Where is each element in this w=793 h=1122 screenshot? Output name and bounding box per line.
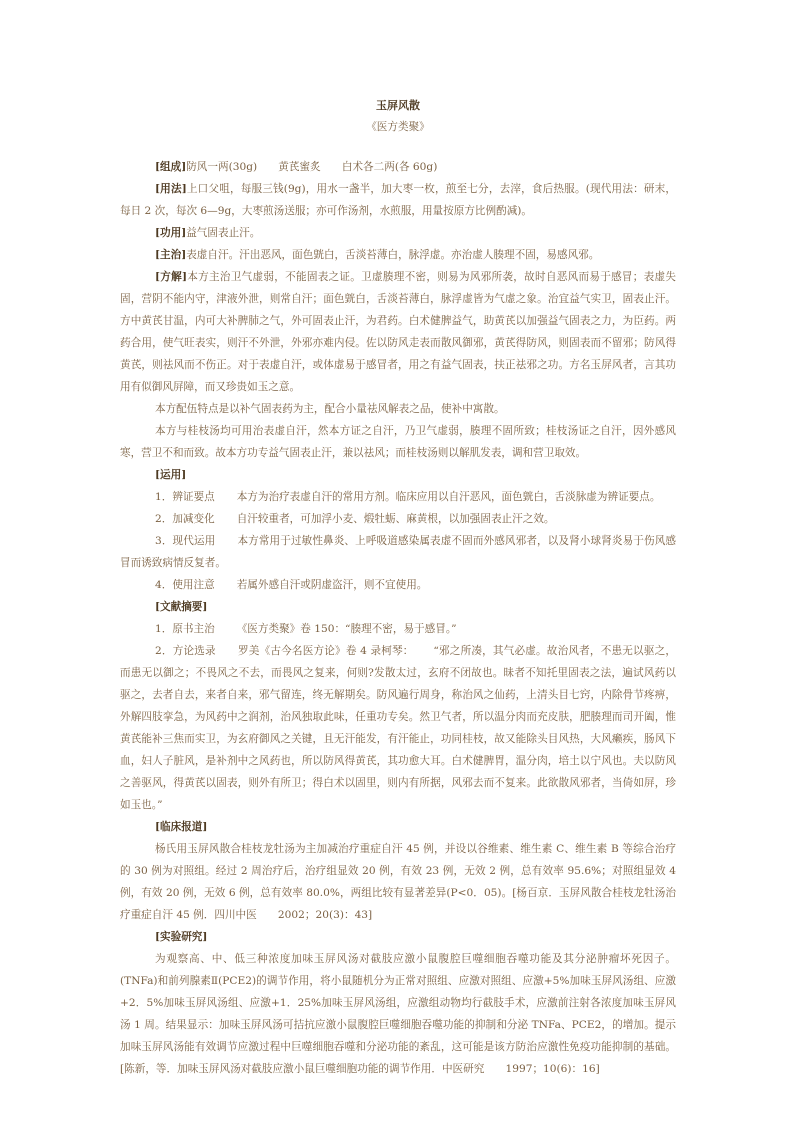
section-heading: [运用] <box>155 469 187 481</box>
list-item-label: 1．辨证要点 <box>155 491 215 503</box>
paragraph-text: 《医方类聚》卷 150：“腠理不密，易于感冒。” <box>236 623 457 635</box>
paragraph-text: 益气固表止汗。 <box>186 227 261 239</box>
section-heading: [组成] <box>155 161 187 173</box>
list-item <box>120 618 676 640</box>
section-heading: [主治] <box>155 249 187 261</box>
paragraph-text: 自汗较重者，可加浮小麦、煅牡蛎、麻黄根，以加强固表止汗之效。 <box>236 513 555 525</box>
section-paragraph <box>120 926 676 948</box>
list-item <box>120 574 676 596</box>
paragraph-text: 杨氏用玉屏风散合桂枝龙牡汤为主加减治疗重症自汗 45 例，并设以谷维素、维生素 C、维生素 B 等综合治疗的 30 例为对照组。经过 2 周治疗后，治疗组显效 20 例，有效 23 例，无效 2 例，总有效率 95.6%；对照组显效 4 例，有效 20 例，无效 6 例，总有效率 80.0%，两组比较有显著差异(P<0．05)。[杨百京．玉屏风散合桂枝龙牡汤治疗重症自汗 45 例．四川中医 2002；20(3)：43] <box>120 843 676 921</box>
body-paragraph <box>120 948 676 1080</box>
section-heading: [临床报道] <box>155 821 208 833</box>
body-paragraph <box>120 420 676 464</box>
section-heading: [文献摘要] <box>155 601 208 613</box>
section-paragraph <box>120 596 676 618</box>
list-item-label: 2．方论选录 <box>155 645 216 657</box>
paragraph-text: 表虚自汗。汗出恶风，面色皝白，舌淡苔薄白，脉浮虚。亦治虚人腠理不固，易感风邪。 <box>186 249 600 261</box>
document <box>120 96 676 1080</box>
list-item-label: 2．加减变化 <box>155 513 215 525</box>
body-paragraph <box>120 838 676 926</box>
paragraph-text: 上口父咀，每服三钱(9g)，用水一盏半，加大枣一枚，煎至七分，去滓，食后热服。(现代用法：研末，每日 2 次，每次 6—9g，大枣煎汤送服；亦可作汤剂，水煎服，用量按原方比例酌减)。 <box>120 183 676 217</box>
section-heading: [方解] <box>155 271 188 283</box>
list-item <box>120 508 676 530</box>
list-item <box>120 640 676 816</box>
section-heading: [实验研究] <box>155 931 208 943</box>
section-paragraph <box>120 266 676 398</box>
paragraph-text: 罗美《古今名医方论》卷 4 录柯琴： “邪之所凑，其气必虚。故治风者，不患无以驱之，而患无以御之；不畏风之不去，而畏风之复来，何则?发散太过，玄府不闭故也。昧者不知托里固表之法，遍试风药以驱之，去者自去，来者自来，邪气留连，终无解期矣。防风遍行周身，称治风之仙药，上清头目七窍，内除骨节疼痹，外解四肢挛急，为风药中之润剂，治风独取此味，任重功专矣。然卫气者，所以温分肉而充皮肤，肥腠理而司开阖，惟黄芪能补三焦而实卫，为玄府御风之关键，且无汗能发，有汗能止，功同桂枝，故又能除头目风热，大风癞疾，肠风下血，妇人子脏风，是补剂中之风药也，所以防风得黄芪，其功愈大耳。白术健脾胃，温分肉，培土以宁风也。夫以防风之善驱风，得黄芪以固表，则外有所卫；得白术以固里，则内有所据，风邪去而不复来。此欲散风邪者，当倚如屏，珍如玉也。” <box>120 645 676 811</box>
list-item <box>120 486 676 508</box>
list-item-label: 3．现代运用 <box>155 535 216 547</box>
section-paragraph <box>120 222 676 244</box>
paragraph-text: 本方与桂枝汤均可用治表虚自汗，然本方证之自汗，乃卫气虚弱，腠理不固所致；桂枝汤证之自汗，因外感风寒，营卫不和而致。故本方功专益气固表止汗，兼以祛风；而桂枝汤则以解肌发表，调和营卫取效。 <box>120 425 676 459</box>
section-paragraph <box>120 464 676 486</box>
list-item-label: 1．原书主治 <box>155 623 215 635</box>
paragraph-text: 本方主治卫气虚弱，不能固表之证。卫虚腠理不密，则易为风邪所袭，故时自恶风而易于感冒；表虚失固，营阴不能内守，津液外泄，则常自汗；面色皝白，舌淡苔薄白，脉浮虚皆为气虚之象。治宜益气实卫，固表止汗。方中黄芪甘温，内可大补脾肺之气，外可固表止汗，为君药。白术健脾益气，助黄芪以加强益气固表之力，为臣药。两药合用，使气旺表实，则汗不外泄，外邪亦难内侵。佐以防风走表而散风御邪，黄芪得防风，则固表而不留邪；防风得黄芪，则祛风而不伤正。对于表虚自汗，或体虚易于感冒者，用之有益气固表，扶正祛邪之功。方名玉屏风者，言其功用有似御风屏障，而又珍贵如玉之意。 <box>120 271 676 393</box>
paragraph-text: 防风一两(30g) 黄芪蜜炙 白术各二两(各 60g) <box>186 161 438 173</box>
section-paragraph <box>120 156 676 178</box>
section-heading: [功用] <box>155 227 187 239</box>
section-paragraph <box>120 178 676 222</box>
list-item-label: 4．使用注意 <box>155 579 215 591</box>
section-heading: [用法] <box>155 183 187 195</box>
paragraph-text: 若属外感自汗或阴虚盗汗，则不宜使用。 <box>236 579 428 591</box>
paragraph-text: 为观察高、中、低三种浓度加味玉屏风汤对截肢应激小鼠腹腔巨噬细胞吞噬功能及其分泌肿瘤坏死因子。(TNFa)和前列腺素Ⅱ(PCE2)的调节作用，将小鼠随机分为正常对照组、应激对照组、应激+5%加味玉屏风汤组、应激+2．5%加味玉屏风汤组、应激+1．25%加味玉屏风汤组，应激组动物均行截肢手术，应激前注射各浓度加味玉屏风汤 1 周。结果显示：加味玉屏风汤可拮抗应激小鼠腹腔巨噬细胞吞噬功能的抑制和分泌 TNFa、PCE2，的增加。提示加味玉屏风汤能有效调节应激过程中巨噬细胞吞噬和分泌功能的紊乱，这可能是该方防治应激性免疫功能抑制的基础。[陈新，等．加味玉屏风汤对截肢应激小鼠巨噬细胞功能的调节作用．中医研究 1997；10(6)：16] <box>120 953 676 1075</box>
document-body <box>120 156 676 1080</box>
source-subtitle: 《医方类聚》 <box>366 121 430 133</box>
list-item <box>120 530 676 574</box>
section-paragraph <box>120 244 676 266</box>
section-paragraph <box>120 816 676 838</box>
paragraph-text: 本方为治疗表虚自汗的常用方剂。临床应用以自汗恶风，面色皝白，舌淡脉虚为辨证要点。 <box>236 491 661 503</box>
page-title: 玉屏风散 <box>376 99 420 112</box>
body-paragraph <box>120 398 676 420</box>
paragraph-text: 本方配伍特点是以补气固表药为主，配合小量祛风解表之品，使补中寓散。 <box>155 403 505 415</box>
paragraph-text: 本方常用于过敏性鼻炎、上呼吸道感染属表虚不固而外感风邪者，以及肾小球肾炎易于伤风感冒而诱致病情反复者。 <box>120 535 676 569</box>
